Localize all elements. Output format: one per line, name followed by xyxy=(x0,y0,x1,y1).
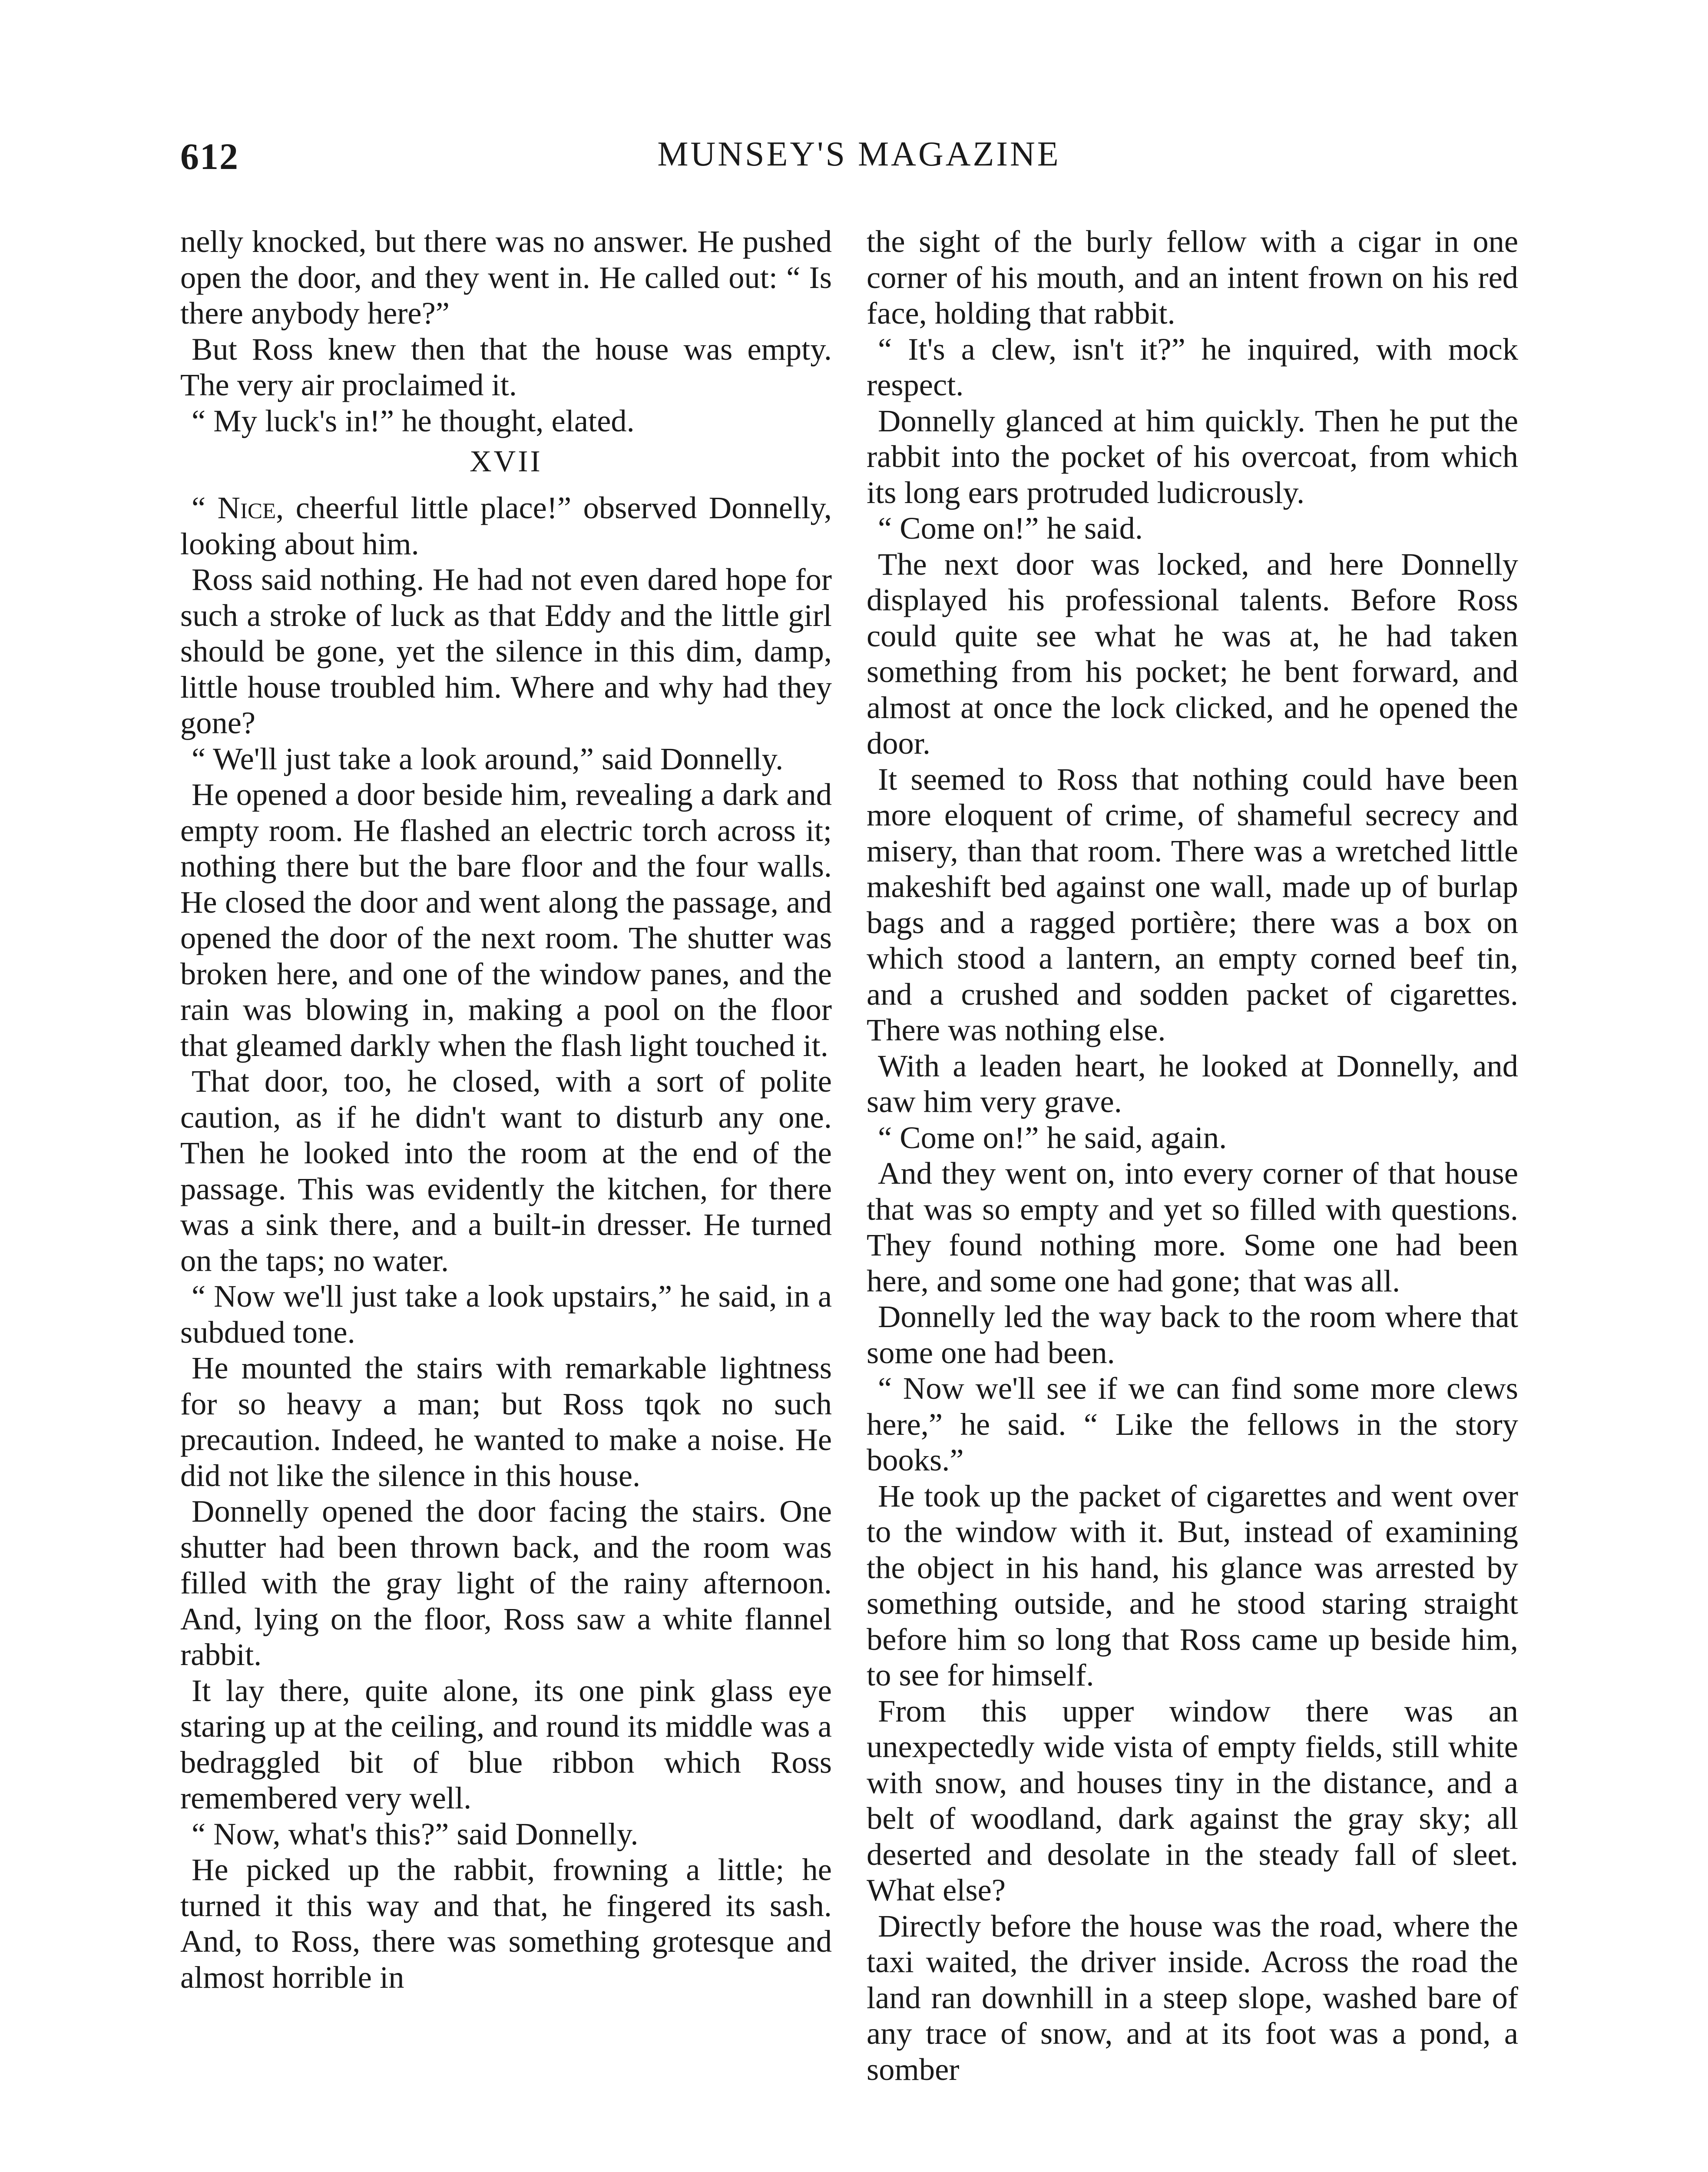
paragraph: “ Come on!” he said. xyxy=(878,510,1143,546)
paragraph: “ Now, what's this?” said Donnelly. xyxy=(192,1816,639,1851)
running-head: MUNSEY'S MAGAZINE xyxy=(657,135,1061,173)
paragraph: nelly knocked, but there was no answer. He pushed open the door, and they went in. He called out: “ Is there anybody here?” xyxy=(180,224,832,331)
paragraph: And they went on, into every corner of that house that was so empty and yet so filled with questions. They found nothing more. Some one had been here, and some one had gone; that was all. xyxy=(867,1156,1518,1298)
chapter-heading: XVII xyxy=(470,445,543,478)
paragraph: With a leaden heart, he looked at Donnelly, and saw him very grave. xyxy=(867,1048,1518,1119)
paragraph: “ We'll just take a look around,” said Donnelly. xyxy=(192,741,784,776)
paragraph: Donnelly opened the door facing the stairs. One shutter had been thrown back, and the room was filled with the gray light of the rainy afternoon. And, lying on the floor, Ross saw a white flannel rabbit. xyxy=(180,1493,832,1672)
opening-quote: “ xyxy=(192,490,218,525)
paragraph: Directly before the house was the road, where the taxi waited, the driver inside. Across the road the land ran downhill in a steep slope, washed bare of any trace of snow, and at its foot was a pond, a somber xyxy=(867,1908,1518,2087)
paragraph: That door, too, he closed, with a sort of polite caution, as if he didn't want to disturb any one. Then he looked into the room at the end of the passage. This was evidently the kitchen, for there was a sink there, and a built-in dresser. He turned on the taps; no water. xyxy=(180,1063,832,1278)
paragraph: “ Come on!” he said, again. xyxy=(878,1119,1227,1155)
page-number: 612 xyxy=(180,136,239,177)
paragraph: “ Now we'll see if we can find some more clews here,” he said. “ Like the fellows in the story books.” xyxy=(867,1371,1518,1477)
left-column xyxy=(180,224,832,1995)
paragraph: He picked up the rabbit, frowning a little; he turned it this way and that, he fingered its sash. And, to Ross, there was something grotesque and almost horrible in xyxy=(180,1852,832,1995)
paragraph: The next door was locked, and here Donnelly displayed his professional talents. Before Ross could quite see what he was at, he had taken something from his pocket; he bent forward, and almost at once the lock clicked, and he opened the door. xyxy=(867,546,1518,761)
paragraph: It lay there, quite alone, its one pink glass eye staring up at the ceiling, and round its middle was a bedraggled bit of blue ribbon which Ross remembered very well. xyxy=(180,1672,832,1815)
paragraph: “ Now we'll just take a look upstairs,” he said, in a subdued tone. xyxy=(180,1278,832,1350)
paragraph: He mounted the stairs with remarkable lightness for so heavy a man; but Ross tqok no such precaution. Indeed, he wanted to make a noise. He did not like the silence in this house. xyxy=(180,1350,832,1493)
paragraph: Donnelly led the way back to the room where that some one had been. xyxy=(867,1299,1518,1370)
paragraph: But Ross knew then that the house was empty. The very air proclaimed it. xyxy=(180,331,832,402)
page-header xyxy=(180,135,1538,191)
small-caps-word: Nice xyxy=(217,490,276,525)
paragraph: He took up the packet of cigarettes and went over to the window with it. But, instead of examining the object in his hand, his glance was arrested by something outside, and he stood staring straight before him so long that Ross came up beside him, to see for himself. xyxy=(867,1478,1518,1692)
paragraph: “ It's a clew, isn't it?” he inquired, with mock respect. xyxy=(867,331,1518,402)
paragraph: Ross said nothing. He had not even dared hope for such a stroke of luck as that Eddy and the little girl should be gone, yet the silence in this dim, damp, little house troubled him. Where and why had they gone? xyxy=(180,562,832,740)
paragraph: the sight of the burly fellow with a cigar in one corner of his mouth, and an intent frown on his red face, holding that rabbit. xyxy=(867,224,1518,331)
right-column xyxy=(867,224,1518,2087)
paragraph: He opened a door beside him, revealing a dark and empty room. He flashed an electric torch across it; nothing there but the bare floor and the four walls. He closed the door and went along the passage, and opened the door of the next room. The shutter was broken here, and one of the window panes, and the rain was blowing in, making a pool on the floor that gleamed darkly when the flash light touched it. xyxy=(180,777,832,1063)
paragraph: “ My luck's in!” he thought, elated. xyxy=(192,403,635,438)
paragraph-rest: , cheerful little place!” observed Donnelly, looking about him. xyxy=(180,490,832,561)
paragraph: Donnelly glanced at him quickly. Then he put the rabbit into the pocket of his overcoat, from which its long ears protruded ludicrously. xyxy=(867,403,1518,510)
paragraph xyxy=(180,490,832,562)
paragraph: From this upper window there was an unexpectedly wide vista of empty fields, still white with snow, and houses tiny in the distance, and a belt of woodland, dark against the gray sky; all deserted and desolate in the steady fall of sleet. What else? xyxy=(867,1693,1518,1907)
paragraph: It seemed to Ross that nothing could have been more eloquent of crime, of shameful secrecy and misery, than that room. There was a wretched little makeshift bed against one wall, made up of burlap bags and a ragged portière; there was a box on which stood a lantern, an empty corned beef tin, and a crushed and sodden packet of cigarettes. There was nothing else. xyxy=(867,761,1518,1047)
